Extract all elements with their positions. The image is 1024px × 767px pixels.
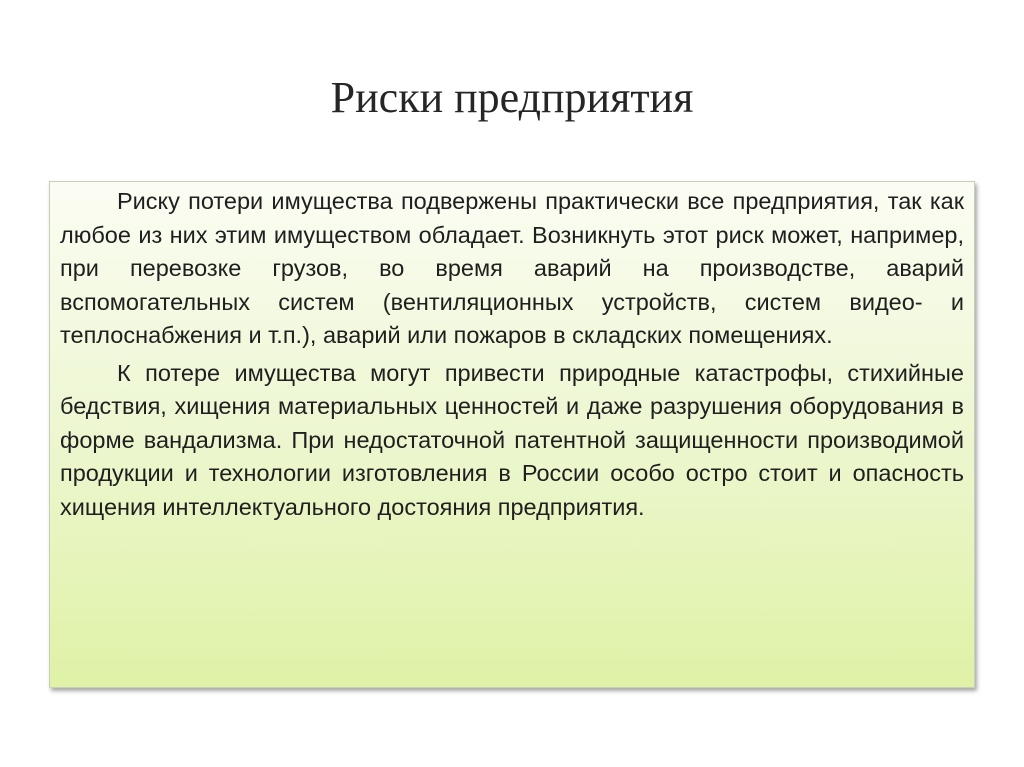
content-box (49, 181, 975, 688)
paragraph-1: Риску потери имущества подвержены практически все предприятия, так как любое из них этим имуществом обладает. Возникнуть этот риск может, например, при перевозке грузов, во время аварий на производстве, аварий вспомогательных систем (вентиляционных устройств, систем видео- и теплоснабжения и т.п.), аварий или пожаров в складских помещениях. (60, 188, 964, 348)
slide-title: Риски предприятия (330, 73, 694, 122)
paragraph-2: К потере имущества могут привести природные катастрофы, стихийные бедствия, хищения материальных ценностей и даже разрушения оборудования в форме вандализма. При недостаточной патентной защищенности производимой продукции и технологии изготовления в России особо остро стоит и опасность хищения интеллектуального достояния предприятия. (60, 359, 964, 520)
